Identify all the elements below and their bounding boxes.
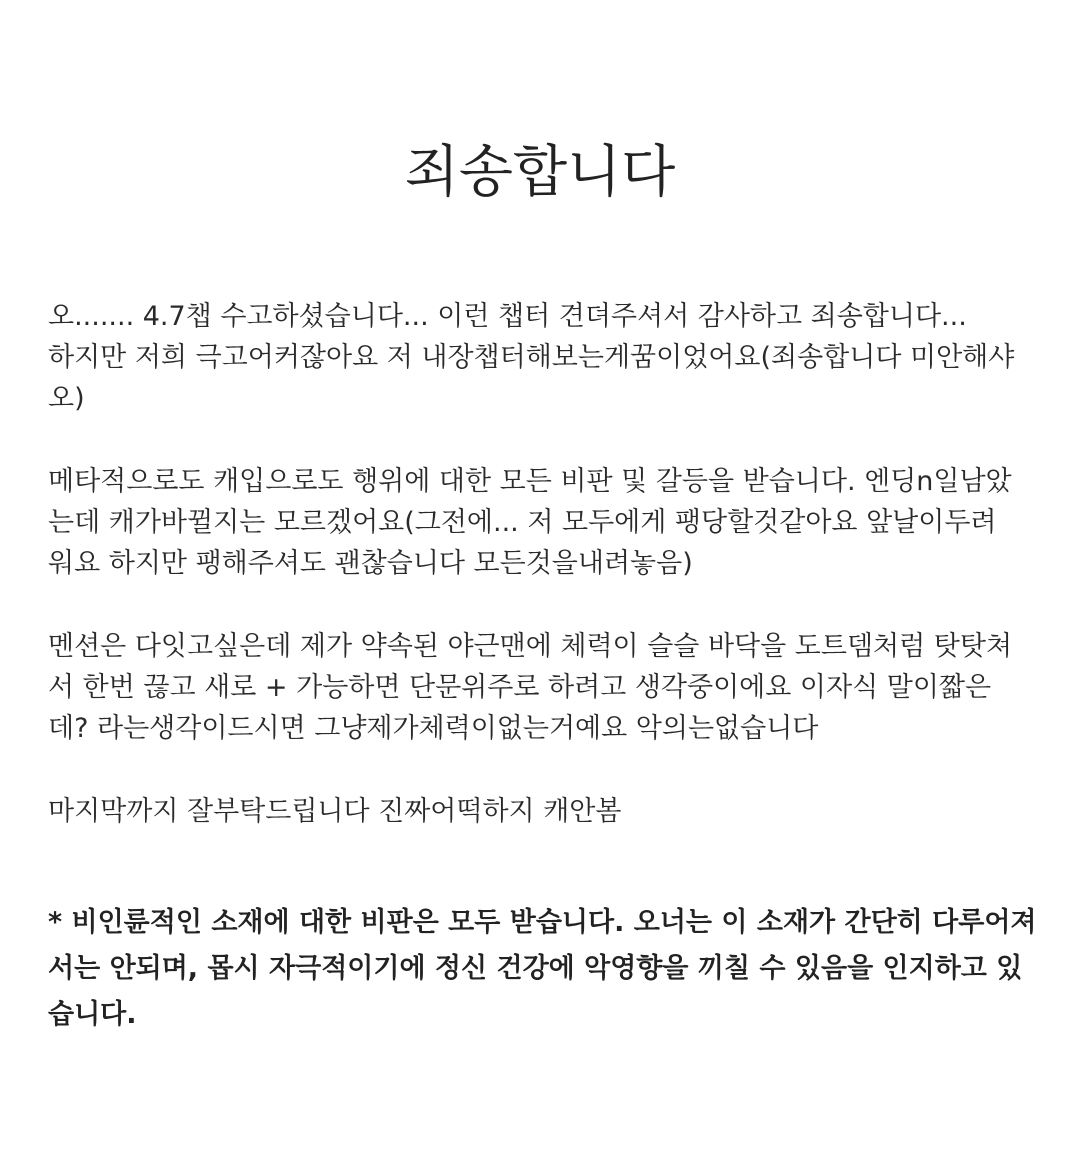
content-warning-note: * 비인륜적인 소재에 대한 비판은 모두 받습니다. 오너는 이 소재가 간단히 다루어져 서는 안되며, 몹시 자극적이기에 정신 건강에 악영향을 끼칠 수 있음을 인지하고 있 습니다. [48, 907, 1037, 1030]
paragraph-closing: 마지막까지 잘부탁드립니다 진짜어떡하지 캐안봄 [48, 796, 622, 827]
page-title: 죄송합니다 [404, 140, 676, 205]
notice-body [48, 296, 1038, 832]
paragraph-thanks: 오....... 4.7챕 수고하셨습니다... 이런 챕터 견뎌주셔서 감사하고 죄송합니다... 하지만 저희 극고어커잖아요 저 내장챕터해보는게꿈이었어요(죄송합니다 미안해샤 오) [48, 301, 1015, 414]
paragraph-criticism: 메타적으로도 캐입으로도 행위에 대한 모든 비판 및 갈등을 받습니다. 엔딩n일남았 는데 캐가바뀔지는 모르겠어요(그전에... 저 모두에게 팽당할것같아요 앞날이두려 워요 하지만 팽해주셔도 괜찮습니다 모든것을내려놓음) [48, 466, 1012, 579]
paragraph-mentions: 멘션은 다잇고싶은데 제가 약속된 야근맨에 체력이 슬슬 바닥을 도트뎀처럼 탓탓쳐 서 한번 끊고 새로 + 가능하면 단문위주로 하려고 생각중이에요 이자식 말이짧은 데? 라는생각이드시면 그냥제가체력이없는거예요 악의는없습니다 [48, 631, 1013, 744]
